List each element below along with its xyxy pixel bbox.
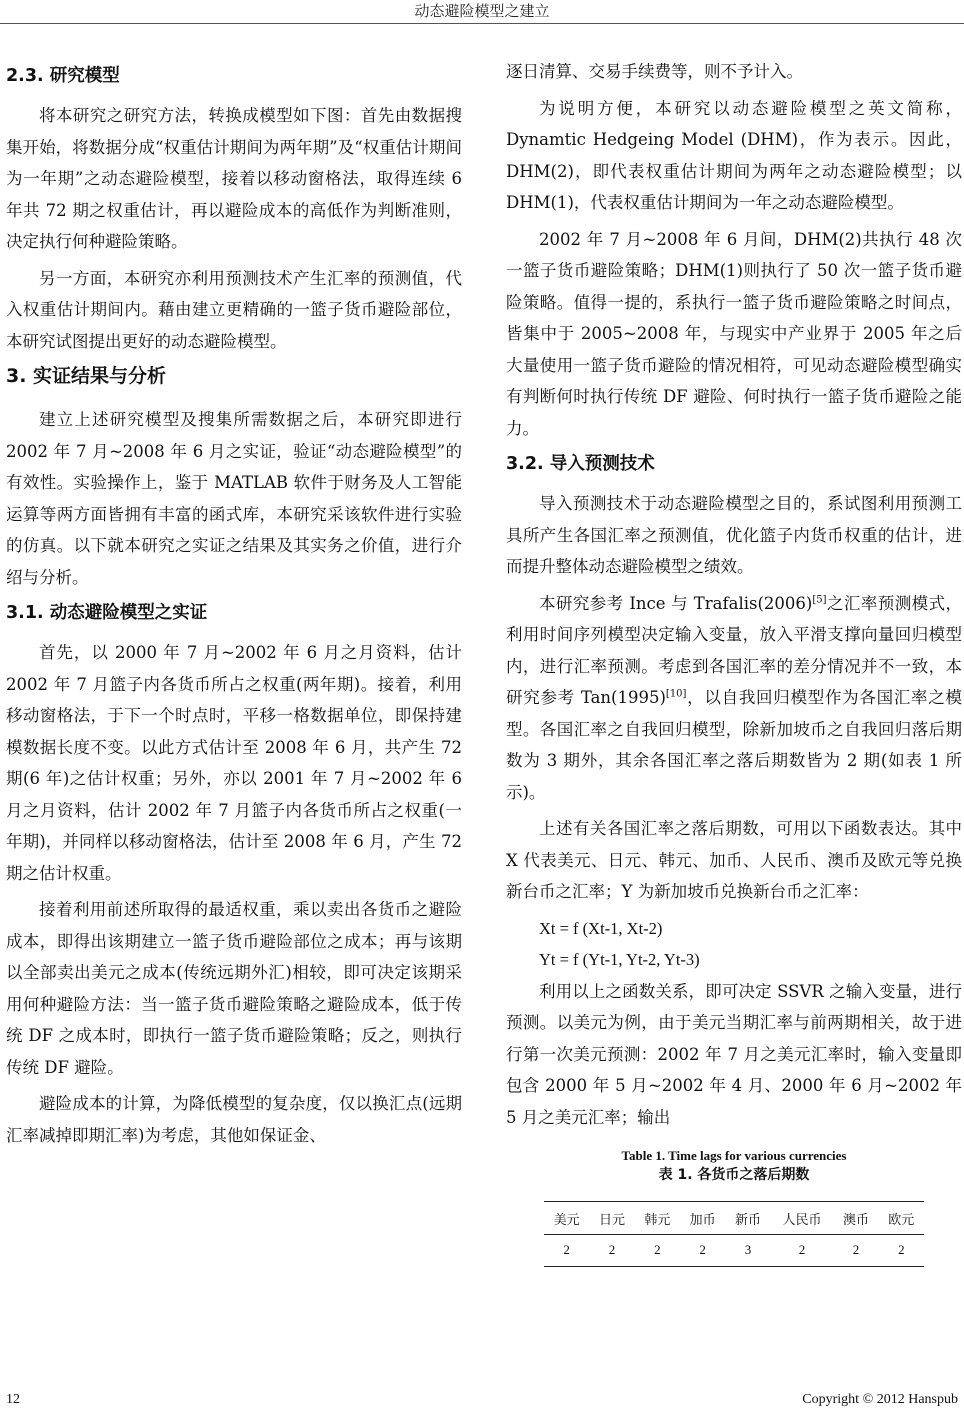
- right-column: [506, 56, 962, 1267]
- time-lags-table: [544, 1201, 924, 1267]
- paragraph: 首先，以 2000 年 7 月~2002 年 6 月之月资料，估计 2002 年 7 月篮子内各货币所占之权重(两年期)。接着，利用移动窗格法，于下一个时点时，平移一格数据单位，即保持建模数据长度不变。以此方式估计至 2008 年 6 月，共产生 72 期(6 年)之估计权重；另外，亦以 2001 年 7 月~2002 年 6 月之月资料，估计 2002 年 7 月篮子内各货币所占之权重(一年期)，并同样以移动窗格法，估计至 2008 年 6 月，产生 72 期之估计权重。: [6, 643, 462, 883]
- paragraph: 导入预测技术于动态避险模型之目的，系试图利用预测工具所产生各国汇率之预测值，优化篮子内货币权重的估计，进而提升整体动态避险模型之绩效。: [506, 494, 962, 576]
- section-heading-3: 3. 实证结果与分析: [6, 365, 167, 387]
- text-span: ，以自我回归模型作为各国汇率之模型。各国汇率之自我回归模型，除新加坡币之自我回归落后期数为 3 期外，其余各国汇率之落后期数皆为 2 期(如表 1 所示)。: [506, 688, 963, 802]
- text-span: 之汇率预测模式，利用时间序列模型决定输入变量，放入平滑支撑向量回归模型内，进行汇率预测。考虑到各国汇率的差分情况并不一致，本研究参考 Tan(1995): [506, 593, 963, 707]
- table-header-cell: 人民币: [771, 1202, 834, 1235]
- formula-y: Yt = f (Yt-1, Yt-2, Yt-3): [539, 950, 700, 969]
- left-column: [6, 56, 462, 1156]
- table-cell: 2: [544, 1235, 589, 1267]
- table-caption-zh: 表 1. 各货币之落后期数: [658, 1167, 810, 1183]
- paragraph: 为说明方便，本研究以动态避险模型之英文简称，Dynamtic Hedgeing Model (DHM)，作为表示。因此，DHM(2)，即代表权重估计期间为两年之动态避险模型；以 DHM(1)，代表权重估计期间为一年之动态避险模型。: [506, 98, 962, 212]
- paragraph: 另一方面，本研究亦利用预测技术产生汇率的预测值，代入权重估计期间内。藉由建立更精确的一篮子货币避险部位，本研究试图提出更好的动态避险模型。: [6, 268, 462, 351]
- table-cell: 2: [833, 1235, 878, 1267]
- paragraph: 上述有关各国汇率之落后期数，可用以下函数表达。其中 X 代表美元、日元、韩元、加币、人民币、澳币及欧元等兑换新台币之汇率；Y 为新加坡币兑换新台币之汇率：: [506, 819, 962, 901]
- page-number: 12: [6, 1392, 20, 1407]
- header-rule: [0, 23, 964, 24]
- paragraph: 接着利用前述所取得的最适权重，乘以卖出各货币之避险成本，即得出该期建立一篮子货币避险部位之成本；再与该期以全部卖出美元之成本(传统远期外汇)相较，即可决定该期采用何种避险方法：当一篮子货币避险策略之避险成本，低于传统 DF 之成本时，即执行一篮子货币避险策略；反之，则执行传统 DF 避险。: [6, 900, 462, 1077]
- table-header-cell: 日元: [589, 1202, 634, 1235]
- table-cell: 2: [635, 1235, 680, 1267]
- paragraph-with-citations: [506, 588, 962, 809]
- copyright-notice: Copyright © 2012 Hanspub: [802, 1392, 958, 1407]
- formula-x: Xt = f (Xt-1, Xt-2): [539, 918, 663, 938]
- text-span: 本研究参考 Ince 与 Trafalis(2006): [539, 593, 813, 613]
- table-cell: 2: [680, 1235, 725, 1267]
- table-cell: 2: [771, 1235, 834, 1267]
- section-heading-3-2: 3.2. 导入预测技术: [506, 454, 655, 474]
- table-header-row: [544, 1202, 924, 1235]
- table-caption: [506, 1147, 962, 1185]
- paragraph: 避险成本的计算，为降低模型的复杂度，仅以换汇点(远期汇率减掉即期汇率)为考虑，其他如保证金、: [6, 1094, 462, 1145]
- table-header-cell: 欧元: [879, 1202, 924, 1235]
- paragraph: 利用以上之函数关系，即可决定 SSVR 之输入变量，进行预测。以美元为例，由于美元当期汇率与前两期相关，故于进行第一次美元预测：2002 年 7 月之美元汇率时，输入变量即包含 2000 年 5 月~2002 年 4 月、2000 年 6 月~2002 年 5 月之美元汇率；输出: [506, 981, 962, 1127]
- paragraph: 建立上述研究模型及搜集所需数据之后，本研究即进行 2002 年 7 月~2008 年 6 月之实证，验证“动态避险模型”的有效性。实验操作上，鉴于 MATLAB 软件于财务及人工智能运算等两方面皆拥有丰富的函式库，本研究采该软件进行实验的仿真。以下就本研究之实证之结果及其实务之价值，进行介绍与分析。: [6, 410, 462, 587]
- table-cell: 3: [725, 1235, 770, 1267]
- table-header-cell: 加币: [680, 1202, 725, 1235]
- citation-ref[interactable]: [10]: [665, 688, 687, 700]
- table-row: [544, 1235, 924, 1267]
- table-header-cell: 澳币: [833, 1202, 878, 1235]
- table-header-cell: 新币: [725, 1202, 770, 1235]
- section-heading-2-3: 2.3. 研究模型: [6, 66, 120, 86]
- table-header-cell: 美元: [544, 1202, 589, 1235]
- table-cell: 2: [589, 1235, 634, 1267]
- paragraph: 逐日清算、交易手续费等，则不予计入。: [506, 62, 803, 81]
- citation-ref[interactable]: [5]: [812, 594, 827, 605]
- table-caption-en: Table 1. Time lags for various currencies: [621, 1148, 847, 1163]
- paragraph: 将本研究之研究方法，转换成模型如下图：首先由数据搜集开始，将数据分成“权重估计期间为两年期”及“权重估计期间为一年期”之动态避险模型，接着以移动窗格法，取得连续 6 年共 72 期之权重估计，再以避险成本的高低作为判断准则，决定执行何种避险策略。: [6, 106, 462, 251]
- table-header-cell: 韩元: [635, 1202, 680, 1235]
- table-cell: 2: [879, 1235, 924, 1267]
- paragraph: 2002 年 7 月~2008 年 6 月间，DHM(2)共执行 48 次一篮子货币避险策略；DHM(1)则执行了 50 次一篮子货币避险策略。值得一提的，系执行一篮子货币避险策略之时间点，皆集中于 2005~2008 年，与现实中产业界于 2005 年之后大量使用一篮子货币避险的情况相符，可见动态避险模型确实有判断何时执行传统 DF 避险、何时执行一篮子货币避险之能力。: [506, 229, 962, 438]
- section-heading-3-1: 3.1. 动态避险模型之实证: [6, 603, 208, 623]
- running-header: 动态避险模型之建立: [414, 2, 550, 20]
